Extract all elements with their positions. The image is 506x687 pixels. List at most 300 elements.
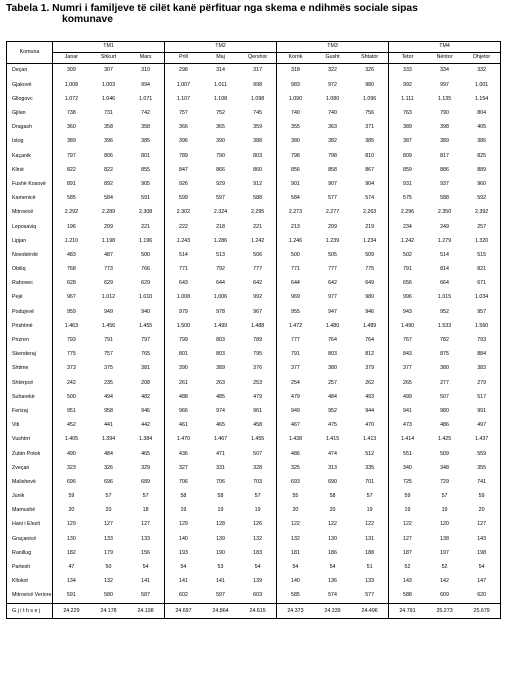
municipality-name: Klinë [12,166,24,173]
family-count-cell: 514 [165,248,202,262]
family-count-cell: 358 [104,124,113,131]
family-count-cell: 959 [53,305,90,319]
family-count-cell: 467 [277,419,314,433]
family-count-cell: 740 [328,110,337,116]
family-count-cell: 50 [105,564,112,570]
total-value-cell: 24.791 [389,604,426,619]
family-count-cell: 57 [254,493,261,500]
family-count-cell: 388 [253,138,263,145]
family-count-cell: 1.320 [475,237,489,244]
family-count-cell: 843 [389,348,426,362]
family-count-cell: 134 [53,575,90,589]
family-count-cell: 742 [141,110,150,116]
family-count-cell: 847 [165,163,202,177]
table-row [7,561,501,575]
family-count-cell: 664 [440,280,449,287]
month-header: Nëntor [426,53,463,64]
total-label: Gjithsej [7,604,53,619]
table-row [7,163,501,177]
family-count-cell: 791 [389,263,426,277]
family-count-cell: 1.046 [101,95,116,102]
family-count-cell: 389 [389,121,426,135]
family-count-cell: 980 [440,407,449,414]
family-count-cell: 140 [165,532,202,546]
family-count-cell: 140 [277,575,314,589]
family-count-cell: 2.289 [101,209,116,216]
family-count-cell: 331 [216,464,225,471]
family-count-cell: 54 [165,561,202,575]
family-count-cell: 396 [104,138,113,145]
family-count-cell: 208 [141,379,150,386]
municipality-name: Lipjan [12,237,27,244]
family-count-cell: 127 [477,521,487,528]
family-count-cell: 461 [165,419,202,433]
table-row [7,192,501,206]
family-count-cell: 507 [440,393,449,400]
family-count-cell: 327 [165,461,202,475]
family-count-cell: 1.488 [250,322,265,329]
family-count-cell: 2.292 [53,206,90,220]
family-count-cell: 58 [165,490,202,504]
family-count-cell: 1.008 [53,78,90,92]
family-count-cell: 958 [104,407,113,414]
family-count-cell: 792 [216,266,225,273]
family-count-cell: 133 [365,578,375,585]
family-count-cell: 497 [477,422,487,429]
month-header: Mars [127,53,164,64]
family-count-cell: 642 [253,280,263,287]
family-count-cell: 789 [253,337,263,343]
family-count-cell: 323 [53,461,90,475]
family-count-cell: 603 [253,592,263,599]
family-count-cell: 822 [104,166,113,173]
family-count-cell: 465 [141,450,150,457]
family-count-cell: 1.072 [53,92,90,106]
family-count-cell: 790 [440,110,449,116]
family-count-cell: 574 [328,592,337,599]
table-row [7,405,501,419]
family-count-cell: 757 [104,351,113,358]
family-count-cell: 254 [277,376,314,390]
family-count-cell: 855 [141,166,150,173]
family-count-cell: 745 [253,110,263,116]
municipality-name: Mitrovicë [12,209,34,216]
table-row [7,518,501,532]
family-count-cell: 949 [104,308,113,315]
family-count-cell: 317 [253,67,263,74]
family-count-cell: 809 [389,149,426,163]
family-count-cell: 465 [216,422,225,429]
family-count-cell: 1.196 [138,237,153,244]
family-count-cell: 731 [104,110,113,116]
family-count-cell: 585 [277,589,314,604]
family-count-cell: 436 [165,447,202,461]
family-count-cell: 931 [389,178,426,192]
quarter-header: TM4 [389,42,501,53]
table-row [7,78,501,92]
family-count-cell: 132 [253,535,263,542]
family-count-cell: 756 [365,110,375,116]
family-count-cell: 860 [253,166,263,173]
total-value-cell: 25.273 [426,604,463,619]
family-count-cell: 190 [216,549,225,556]
table-row [7,121,501,135]
family-count-cell: 1.415 [325,436,340,443]
family-count-cell: 822 [53,163,90,177]
municipality-name: Zubin Potok [12,450,41,457]
family-count-cell: 904 [365,180,375,187]
family-count-cell: 366 [165,121,202,135]
family-count-cell: 944 [365,407,375,414]
family-count-cell: 979 [165,305,202,319]
family-count-cell: 947 [328,308,337,315]
family-count-cell: 127 [141,521,150,528]
family-count-cell: 130 [328,535,337,542]
family-count-cell: 875 [440,351,449,358]
municipality-name: Kllokot [12,578,28,585]
family-count-cell: 242 [53,376,90,390]
municipality-name: Leposaviq [12,223,37,230]
family-count-cell: 235 [104,379,113,386]
family-count-cell: 47 [53,561,90,575]
family-count-cell: 926 [165,178,202,192]
month-header: Shtator [351,53,388,64]
family-count-cell: 380 [440,365,449,372]
family-count-cell: 773 [104,266,113,273]
table-row [7,319,501,333]
family-count-cell: 994 [141,81,150,88]
family-count-cell: 405 [477,124,487,131]
quarter-header: TM2 [165,42,277,53]
family-count-cell: 59 [53,490,90,504]
family-count-cell: 703 [253,478,263,485]
family-count-cell: 385 [141,138,150,145]
family-count-cell: 859 [389,163,426,177]
family-count-cell: 943 [389,305,426,319]
family-count-cell: 929 [216,180,225,187]
family-count-cell: 486 [277,447,314,461]
family-count-cell: 485 [216,393,225,400]
family-count-cell: 139 [253,578,263,585]
family-count-cell: 1.438 [277,433,314,447]
family-count-cell: 1.455 [138,322,153,329]
family-count-cell: 782 [440,337,449,343]
family-count-cell: 249 [440,223,449,230]
family-count-cell: 901 [277,178,314,192]
family-count-cell: 706 [165,475,202,489]
family-count-cell: 325 [277,461,314,475]
table-row [7,248,501,262]
family-count-cell: 128 [216,521,225,528]
municipality-name: Rahovec [12,280,33,287]
municipality-name: Deçan [12,67,28,74]
table-row [7,178,501,192]
table-row [7,234,501,248]
family-count-cell: 764 [328,337,337,343]
family-count-cell: 1.011 [214,81,227,88]
family-count-cell: 59 [389,490,426,504]
family-count-cell: 609 [440,592,449,599]
family-count-cell: 473 [389,419,426,433]
table-row [7,475,501,489]
family-count-cell: 1.242 [250,237,265,244]
table-row [7,433,501,447]
family-count-cell: 389 [53,135,90,149]
family-count-cell: 332 [477,67,487,74]
family-count-cell: 628 [53,277,90,291]
family-count-cell: 969 [277,291,314,305]
family-count-cell: 54 [254,564,261,570]
municipality-name: Pejë [12,294,23,301]
family-count-cell: 19 [366,507,373,514]
family-count-cell: 588 [253,195,263,202]
family-count-cell: 996 [389,291,426,305]
family-count-cell: 318 [277,64,314,79]
family-count-cell: 793 [477,337,487,343]
family-count-cell: 967 [253,308,263,315]
table-row [7,277,501,291]
family-count-cell: 129 [53,518,90,532]
family-count-cell: 671 [477,280,487,287]
family-count-cell: 886 [440,166,449,173]
total-row [7,604,501,619]
municipality-name: Mamushë [12,507,36,514]
family-count-cell: 2.296 [389,206,426,220]
total-value-cell: 24.864 [202,604,239,619]
family-count-cell: 355 [477,464,487,471]
municipality-name: Malishevë [12,478,36,485]
family-count-cell: 801 [165,348,202,362]
family-count-cell: 775 [365,266,375,273]
family-count-cell: 512 [365,450,375,457]
month-header: Korrik [277,53,314,64]
family-count-cell: 57 [366,493,373,500]
family-count-cell: 490 [53,447,90,461]
family-count-cell: 363 [328,124,337,131]
family-count-cell: 307 [104,67,113,74]
family-count-cell: 133 [104,535,113,542]
municipality-name: Graçanicë [12,535,37,542]
family-count-cell: 218 [216,223,225,230]
family-count-cell: 806 [104,152,113,159]
family-count-cell: 298 [165,64,202,79]
table-row [7,447,501,461]
family-count-cell: 1.455 [250,436,265,443]
municipality-name: Novobërdë [12,251,38,258]
family-count-cell: 335 [365,464,375,471]
family-count-cell: 592 [477,195,487,202]
table-row [7,348,501,362]
family-count-cell: 371 [365,124,375,131]
family-count-cell: 470 [365,422,375,429]
municipality-name: Vushtrri [12,436,31,443]
family-count-cell: 389 [216,365,225,372]
family-count-cell: 494 [104,393,113,400]
family-count-cell: 136 [328,578,337,585]
family-count-cell: 221 [141,223,150,230]
municipality-name: Ranillug [12,549,32,556]
family-count-cell: 479 [277,390,314,404]
family-count-cell: 1.090 [277,92,314,106]
family-count-cell: 791 [277,348,314,362]
family-count-cell: 500 [277,248,314,262]
family-count-cell: 797 [53,149,90,163]
table-row [7,589,501,604]
family-count-cell: 20 [478,507,485,514]
family-count-cell: 997 [440,81,449,88]
family-count-cell: 2.350 [437,209,452,216]
family-count-cell: 766 [141,266,150,273]
family-count-cell: 377 [389,362,426,376]
family-count-cell: 559 [477,450,487,457]
family-count-cell: 234 [389,220,426,234]
family-count-cell: 974 [216,407,225,414]
family-count-cell: 262 [365,379,375,386]
municipality-name: Prizren [12,337,29,343]
family-count-cell: 19 [254,507,261,514]
table-row [7,419,501,433]
family-count-cell: 689 [141,478,150,485]
family-count-cell: 580 [104,592,113,599]
family-count-cell: 740 [277,107,314,121]
municipality-name: Skenderaj [12,351,36,358]
family-count-cell: 133 [141,535,150,542]
family-count-cell: 500 [141,251,150,258]
municipality-name: Shtërpcë [12,379,34,386]
family-count-cell: 387 [389,135,426,149]
family-count-cell: 329 [141,464,150,471]
family-count-cell: 767 [389,334,426,348]
family-count-cell: 1.111 [389,92,426,106]
family-count-cell: 487 [104,251,113,258]
family-count-cell: 856 [277,163,314,177]
family-count-cell: 509 [440,450,449,457]
family-count-cell: 122 [277,518,314,532]
family-count-cell: 377 [277,362,314,376]
municipality-name: Kamenicë [12,195,36,202]
family-count-cell: 186 [328,549,337,556]
family-count-cell: 803 [216,351,225,358]
family-count-cell: 328 [253,464,263,471]
family-count-cell: 777 [277,334,314,348]
family-count-cell: 629 [141,280,150,287]
family-count-cell: 126 [253,521,263,528]
family-count-cell: 1.001 [475,81,489,88]
family-count-cell: 129 [165,518,202,532]
family-count-cell: 479 [253,393,263,400]
family-count-cell: 122 [389,518,426,532]
family-count-cell: 502 [389,248,426,262]
family-count-cell: 340 [389,461,426,475]
family-count-cell: 597 [216,195,225,202]
table-row [7,291,501,305]
family-count-cell: 798 [328,152,337,159]
family-count-cell: 797 [141,337,150,343]
family-count-cell: 1.286 [213,237,228,244]
table-row [7,376,501,390]
family-count-cell: 790 [216,152,225,159]
family-count-cell: 188 [365,549,375,556]
family-count-cell: 322 [328,67,337,74]
family-count-cell: 696 [104,478,113,485]
family-count-cell: 1.463 [53,319,90,333]
family-count-cell: 253 [253,379,263,386]
family-count-cell: 891 [53,178,90,192]
family-count-cell: 907 [328,180,337,187]
family-count-cell: 777 [328,266,337,273]
family-count-cell: 892 [104,180,113,187]
family-count-cell: 763 [389,107,426,121]
family-count-cell: 817 [440,152,449,159]
family-count-cell: 889 [477,166,487,173]
family-count-cell: 142 [440,578,449,585]
family-count-cell: 696 [53,475,90,489]
family-count-cell: 509 [365,251,375,258]
family-count-cell: 333 [389,64,426,79]
family-count-cell: 588 [440,195,449,202]
family-count-cell: 59 [478,493,485,500]
family-count-cell: 141 [165,575,202,589]
family-count-cell: 141 [216,578,225,585]
family-count-cell: 376 [253,365,263,372]
family-count-cell: 222 [165,220,202,234]
month-header: Prill [165,53,202,64]
family-count-cell: 1.098 [250,95,265,102]
family-count-cell: 791 [104,337,113,343]
family-count-cell: 620 [477,592,487,599]
table-row [7,220,501,234]
family-count-cell: 452 [53,419,90,433]
family-count-cell: 127 [389,532,426,546]
family-count-cell: 738 [53,107,90,121]
table-row [7,546,501,560]
table-row [7,362,501,376]
municipality-name: Gjilan [12,110,26,116]
family-count-cell: 629 [104,280,113,287]
total-value-cell: 24.697 [165,604,202,619]
family-count-cell: 998 [253,81,263,88]
family-count-cell: 1.242 [389,234,426,248]
family-count-cell: 1.034 [475,294,489,301]
family-count-cell: 771 [165,263,202,277]
table-title-line2: komunave [62,14,113,25]
table-row [7,206,501,220]
family-count-cell: 132 [104,578,113,585]
municipality-name: Podujevë [12,308,35,315]
family-count-cell: 972 [328,81,337,88]
family-count-cell: 380 [328,365,337,372]
family-count-cell: 803 [328,351,337,358]
municipality-name: Fushë Kosovë [12,180,46,187]
municipality-name: Kaçanik [12,152,31,159]
family-count-cell: 584 [104,195,113,202]
family-count-cell: 757 [165,107,202,121]
month-header: Gusht [314,53,351,64]
family-count-cell: 219 [365,223,375,230]
municipality-name: Suharekë [12,393,35,400]
month-header: Shkurt [90,53,127,64]
family-count-cell: 147 [477,578,487,585]
month-header: Tetor [389,53,426,64]
family-count-cell: 58 [329,493,336,500]
family-count-cell: 1.239 [325,237,340,244]
family-count-cell: 771 [277,263,314,277]
family-count-cell: 1.499 [213,322,228,329]
quarter-header: TM3 [277,42,389,53]
family-count-cell: 53 [217,564,224,570]
table-title [6,3,500,25]
municipality-name: Ferizaj [12,407,28,414]
